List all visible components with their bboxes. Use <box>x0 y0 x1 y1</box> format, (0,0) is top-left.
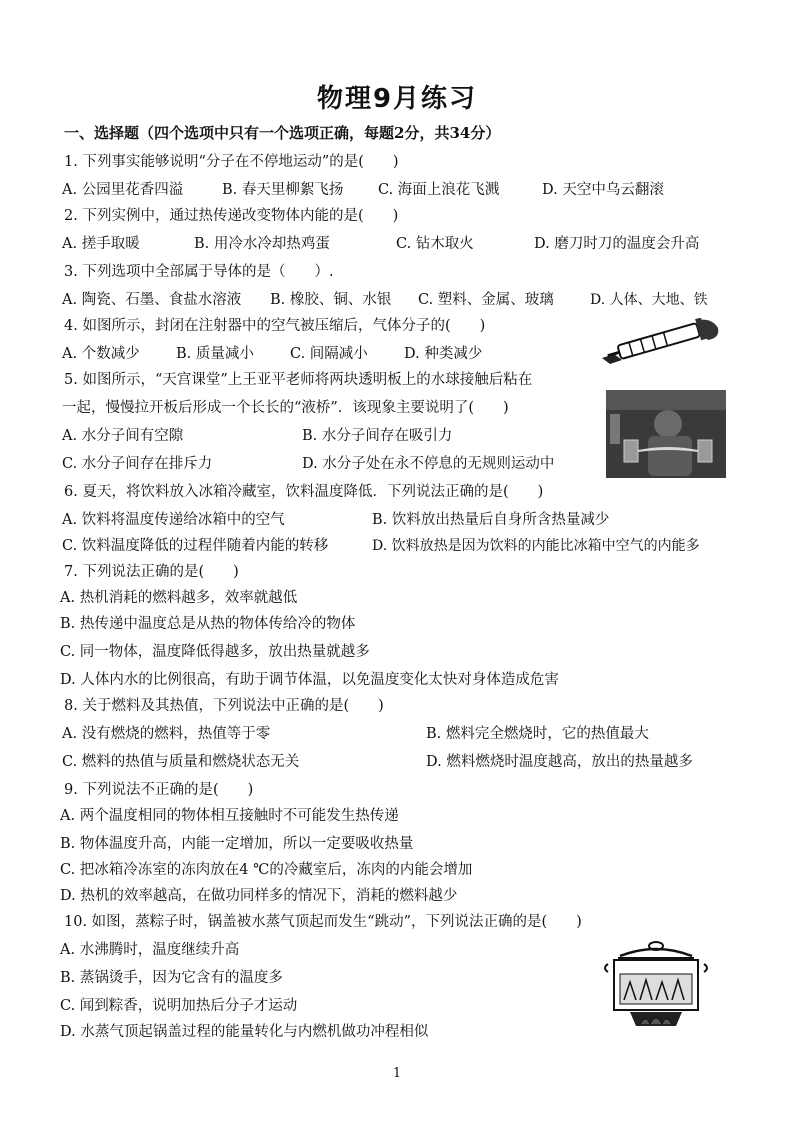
question-5-option-d: D. 水分子处在永不停息的无规则运动中 <box>302 456 555 472</box>
question-8-option-c: C. 燃料的热值与质量和燃烧状态无关 <box>62 754 300 770</box>
question-6-option-c: C. 饮料温度降低的过程伴随着内能的转移 <box>62 538 329 554</box>
question-8-option-b: B. 燃料完全燃烧时，它的热值最大 <box>426 726 649 742</box>
question-5-stem-line-1: 5. 如图所示，“天宫课堂”上王亚平老师将两块透明板上的水球接触后粘在 <box>64 372 533 388</box>
question-5-option-b: B. 水分子间存在吸引力 <box>302 428 453 444</box>
question-1-stem: 1. 下列事实能够说明“分子在不停地运动”的是( ) <box>64 154 399 170</box>
question-9-option-b: B. 物体温度升高，内能一定增加，所以一定要吸收热量 <box>60 836 414 852</box>
syringe-figure <box>596 318 722 366</box>
question-4-option-c: C. 间隔减小 <box>290 346 368 362</box>
question-7-stem: 7. 下列说法正确的是( ) <box>64 564 239 580</box>
question-5-option-a: A. 水分子间有空隙 <box>62 428 184 444</box>
question-7-option-c: C. 同一物体，温度降低得越多，放出热量就越多 <box>60 644 370 660</box>
liquid-bridge-photo <box>606 390 726 478</box>
question-8-option-a: A. 没有燃烧的燃料，热值等于零 <box>62 726 271 742</box>
page-title: 物理9月练习 <box>316 84 478 114</box>
question-3-option-a: A. 陶瓷、石墨、食盐水溶液 <box>62 292 242 308</box>
page-number: 1 <box>392 1066 402 1081</box>
question-8-option-d: D. 燃料燃烧时温度越高，放出的热量越多 <box>426 754 693 770</box>
question-7-option-a: A. 热机消耗的燃料越多，效率就越低 <box>60 590 298 606</box>
question-4-option-a: A. 个数减少 <box>62 346 140 362</box>
question-5-option-c: C. 水分子间存在排斥力 <box>62 456 213 472</box>
question-10-stem: 10. 如图，蒸粽子时，锅盖被水蒸气顶起而发生“跳动”，下列说法正确的是( ) <box>64 914 582 930</box>
question-1-option-b: B. 春天里柳絮飞扬 <box>222 182 344 198</box>
question-2-option-c: C. 钻木取火 <box>396 236 474 252</box>
question-10-option-b: B. 蒸锅烫手，因为它含有的温度多 <box>60 970 283 986</box>
question-9-option-d: D. 热机的效率越高，在做功同样多的情况下，消耗的燃料越少 <box>60 888 458 904</box>
question-2-option-a: A. 搓手取暖 <box>62 236 140 252</box>
question-3-option-d: D. 人体、大地、铁 <box>590 292 708 308</box>
question-4-option-d: D. 种类减少 <box>404 346 483 362</box>
question-1-option-c: C. 海面上浪花飞溅 <box>378 182 500 198</box>
question-7-option-b: B. 热传递中温度总是从热的物体传给冷的物体 <box>60 616 356 632</box>
question-4-stem: 4. 如图所示，封闭在注射器中的空气被压缩后，气体分子的( ) <box>64 318 486 334</box>
question-7-option-d: D. 人体内水的比例很高，有助于调节体温，以免温度变化太快对身体造成危害 <box>60 672 559 688</box>
question-9-option-a: A. 两个温度相同的物体相互接触时不可能发生热传递 <box>60 808 399 824</box>
steamer-pot-figure <box>600 934 712 1036</box>
question-5-stem-line-2: 一起，慢慢拉开板后形成一个长长的“液桥”．该现象主要说明了( ) <box>62 400 509 416</box>
question-10-option-d: D. 水蒸气顶起锅盖过程的能量转化与内燃机做功冲程相似 <box>60 1024 429 1040</box>
question-10-option-c: C. 闻到粽香，说明加热后分子才运动 <box>60 998 298 1014</box>
question-8-stem: 8. 关于燃料及其热值，下列说法中正确的是( ) <box>64 698 384 714</box>
question-4-option-b: B. 质量减小 <box>176 346 254 362</box>
question-3-option-c: C. 塑料、金属、玻璃 <box>418 292 554 308</box>
question-6-option-b: B. 饮料放出热量后自身所含热量减少 <box>372 512 610 528</box>
question-2-option-b: B. 用冷水冷却热鸡蛋 <box>194 236 330 252</box>
question-6-option-a: A. 饮料将温度传递给冰箱中的空气 <box>62 512 285 528</box>
question-9-stem: 9. 下列说法不正确的是( ) <box>64 782 254 798</box>
question-1-option-d: D. 天空中乌云翻滚 <box>542 182 664 198</box>
question-2-option-d: D. 磨刀时刀的温度会升高 <box>534 236 700 252</box>
question-9-option-c: C. 把冰箱冷冻室的冻肉放在4 ℃的冷藏室后，冻肉的内能会增加 <box>60 862 473 878</box>
question-3-option-b: B. 橡胶、铜、水银 <box>270 292 392 308</box>
question-6-option-d: D. 饮料放热是因为饮料的内能比冰箱中空气的内能多 <box>372 538 700 554</box>
question-6-stem: 6. 夏天，将饮料放入冰箱冷藏室，饮料温度降低．下列说法正确的是( ) <box>64 484 544 500</box>
question-1-option-a: A. 公园里花香四溢 <box>62 182 184 198</box>
question-3-stem: 3. 下列选项中全部属于导体的是（ ）. <box>64 264 334 280</box>
section-heading: 一、选择题（四个选项中只有一个选项正确，每题2分，共34分） <box>64 124 501 142</box>
question-10-option-a: A. 水沸腾时，温度继续升高 <box>60 942 240 958</box>
question-2-stem: 2. 下列实例中，通过热传递改变物体内能的是( ) <box>64 208 399 224</box>
